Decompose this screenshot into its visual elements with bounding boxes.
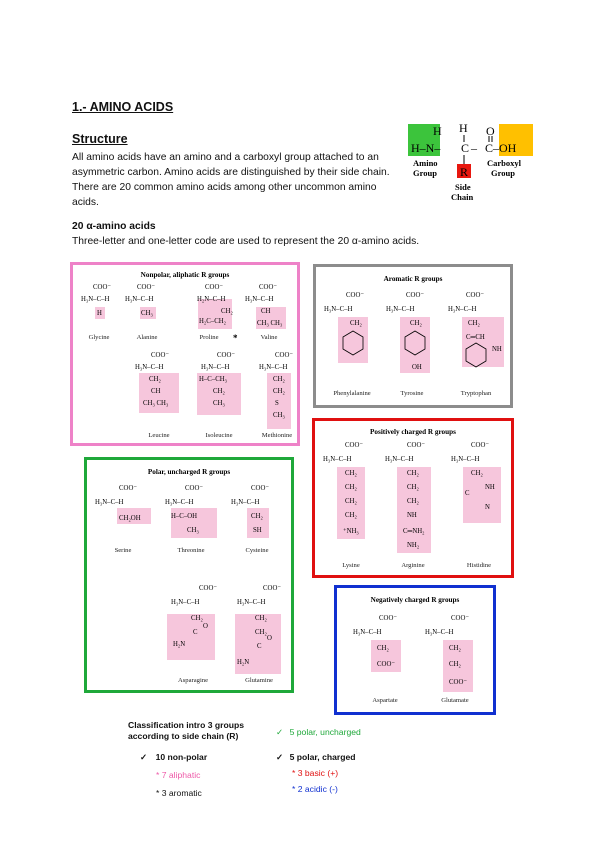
- positive-figure: [315, 421, 511, 575]
- svg-text:H₃N–C–H: H₃N–C–H: [95, 499, 124, 506]
- svg-text:N: N: [485, 504, 490, 511]
- svg-text:NH: NH: [492, 346, 502, 353]
- legend-nonpolar: ✓ 10 non-polar: [140, 752, 208, 762]
- panel-aromatic: [313, 264, 513, 408]
- svg-text:S: S: [275, 400, 279, 407]
- polar-title: Polar, uncharged R groups: [147, 468, 231, 476]
- svg-text:CH₂: CH₂: [255, 629, 267, 636]
- svg-text:C–OH: C–OH: [485, 141, 517, 155]
- svg-text:CH₂: CH₂: [449, 661, 461, 668]
- svg-text:H₃N–C–H: H₃N–C–H: [165, 499, 194, 506]
- amino-label: Amino Group: [413, 158, 438, 178]
- svg-text:COO⁻: COO⁻: [151, 352, 169, 359]
- svg-text:CH₂: CH₂: [345, 498, 357, 505]
- svg-text:H₃N–C–H: H₃N–C–H: [448, 306, 477, 313]
- check-icon: ✓: [276, 752, 284, 762]
- svg-text:H₃N–C–H: H₃N–C–H: [201, 364, 230, 371]
- svg-text:CH₂: CH₂: [345, 512, 357, 519]
- svg-text:COO⁻: COO⁻: [379, 615, 397, 622]
- svg-text:O: O: [267, 635, 272, 642]
- svg-text:⁺NH₃: ⁺NH₃: [343, 528, 359, 535]
- svg-text:H–C–OH: H–C–OH: [171, 513, 198, 520]
- aa-phenylalanine: Phenylalanine: [333, 390, 371, 397]
- aa-glycine: Glycine: [88, 334, 110, 341]
- svg-text:CH₂: CH₂: [468, 320, 480, 327]
- svg-text:H₃N–C–H: H₃N–C–H: [451, 456, 480, 463]
- svg-text:H₃N–C–H: H₃N–C–H: [171, 599, 200, 606]
- svg-text:H₃N–C–H: H₃N–C–H: [231, 499, 260, 506]
- svg-text:OH: OH: [412, 364, 422, 371]
- aa-cysteine: Cysteine: [245, 547, 269, 554]
- aa-aspartate: Aspartate: [372, 697, 398, 704]
- svg-text:CH₂: CH₂: [273, 388, 285, 395]
- aa-valine: Valine: [260, 334, 278, 341]
- svg-text:CH₂: CH₂: [350, 320, 362, 327]
- panel-positive: [312, 418, 514, 578]
- svg-text:COO⁻: COO⁻: [185, 485, 203, 492]
- svg-text:CH₂: CH₂: [407, 470, 419, 477]
- aa-tryptophan: Tryptophan: [460, 390, 492, 397]
- svg-text:H₂N–C–H: H₂N–C–H: [197, 296, 226, 303]
- svg-text:COO⁻: COO⁻: [377, 661, 395, 668]
- svg-text:COO⁻: COO⁻: [205, 284, 223, 291]
- svg-text:H–C–CH₃: H–C–CH₃: [199, 376, 228, 383]
- svg-text:COO⁻: COO⁻: [93, 284, 111, 291]
- svg-text:H: H: [459, 121, 468, 135]
- svg-text:CH₃: CH₃: [273, 412, 285, 419]
- svg-text:C: C: [465, 490, 470, 497]
- svg-text:COO⁻: COO⁻: [407, 442, 425, 449]
- structure-paragraph: All amino acids have an amino and a carboxyl group attached to an asymmetric carbon. Amino acids are distinguished by their side chain. There are 20 common amino acids among other uncommon amino acids.: [72, 152, 390, 208]
- panel-nonpolar: [70, 262, 300, 446]
- aromatic-title: Aromatic R groups: [383, 275, 443, 283]
- svg-text:NH: NH: [407, 512, 417, 519]
- svg-text:H₃N–C–H: H₃N–C–H: [385, 456, 414, 463]
- svg-text:H₂N: H₂N: [237, 659, 250, 666]
- svg-text:COO⁻: COO⁻: [137, 284, 155, 291]
- svg-text:CH₃: CH₃: [141, 310, 153, 317]
- nonpolar-title: Nonpolar, aliphatic R groups: [140, 271, 230, 279]
- svg-text:COO⁻: COO⁻: [217, 352, 235, 359]
- svg-text:COO⁻: COO⁻: [259, 284, 277, 291]
- legend-acidic: * 2 acidic (-): [292, 784, 338, 794]
- svg-text:CH: CH: [261, 308, 271, 315]
- svg-text:H₂N: H₂N: [173, 641, 186, 648]
- nonpolar-figure: [73, 265, 297, 443]
- svg-text:H₃N–C–H: H₃N–C–H: [323, 456, 352, 463]
- svg-text:CH₂: CH₂: [149, 376, 161, 383]
- svg-text:CH₃ CH₃: CH₃ CH₃: [257, 320, 283, 327]
- svg-text:COO⁻: COO⁻: [466, 292, 484, 299]
- aa-leucine: Leucine: [148, 432, 170, 439]
- svg-text:COO⁻: COO⁻: [346, 292, 364, 299]
- svg-text:CH₂: CH₂: [273, 376, 285, 383]
- aa-asparagine: Asparagine: [177, 677, 209, 684]
- svg-text:H₃N–C–H: H₃N–C–H: [386, 306, 415, 313]
- svg-text:R: R: [460, 165, 469, 179]
- svg-text:C: C: [461, 141, 470, 155]
- svg-text:C: C: [257, 643, 262, 650]
- polar-figure: [87, 460, 291, 690]
- aa-glutamate: Glutamate: [441, 697, 469, 704]
- aa-methionine: Methionine: [261, 432, 293, 439]
- svg-text:CH₂: CH₂: [471, 470, 483, 477]
- svg-text:–: –: [471, 141, 477, 155]
- svg-text:COO⁻: COO⁻: [449, 679, 467, 686]
- aa-isoleucine: Isoleucine: [205, 432, 233, 439]
- svg-text:COO⁻: COO⁻: [471, 442, 489, 449]
- svg-text:CH₂: CH₂: [377, 645, 389, 652]
- svg-text:COO⁻: COO⁻: [345, 442, 363, 449]
- svg-text:CH₂: CH₂: [410, 320, 422, 327]
- legend-polar-charged: ✓ 5 polar, charged: [276, 752, 356, 762]
- svg-text:H₃N–C–H: H₃N–C–H: [425, 629, 454, 636]
- svg-text:COO⁻: COO⁻: [263, 585, 281, 592]
- panel-negative: [334, 585, 496, 715]
- svg-text:C: C: [193, 629, 198, 636]
- svg-text:COO⁻: COO⁻: [406, 292, 424, 299]
- svg-text:COO⁻: COO⁻: [199, 585, 217, 592]
- svg-text:H: H: [97, 310, 102, 317]
- svg-text:CH₃ CH₃: CH₃ CH₃: [143, 400, 169, 407]
- svg-text:CH₂: CH₂: [191, 615, 203, 622]
- svg-text:H₃N–C–H: H₃N–C–H: [237, 599, 266, 606]
- aa-tyrosine: Tyrosine: [400, 390, 424, 397]
- svg-text:COO⁻: COO⁻: [119, 485, 137, 492]
- side-chain-label: Side Chain: [451, 182, 474, 202]
- svg-text:CH: CH: [151, 388, 161, 395]
- svg-text:C═NH₂: C═NH₂: [403, 528, 425, 535]
- svg-text:H₃N–C–H: H₃N–C–H: [81, 296, 110, 303]
- alpha-heading: 20 α-amino acids: [72, 221, 156, 232]
- svg-text:CH₂: CH₂: [345, 470, 357, 477]
- svg-text:H–N–: H–N–: [411, 141, 441, 155]
- svg-text:C═CH: C═CH: [466, 334, 485, 341]
- svg-text:CH₃: CH₃: [213, 400, 225, 407]
- legend-heading: Classification intro 3 groups according to side chain (R): [128, 720, 245, 741]
- svg-text:H₃N–C–H: H₃N–C–H: [125, 296, 154, 303]
- alpha-text: Three-letter and one-letter code are used to represent the 20 α-amino acids.: [72, 236, 420, 247]
- panel-polar: [84, 457, 294, 693]
- svg-text:CH₂: CH₂: [213, 388, 225, 395]
- svg-text:CH₂: CH₂: [251, 513, 263, 520]
- svg-text:NH₂: NH₂: [407, 542, 420, 549]
- proline-star: *: [233, 333, 238, 343]
- aa-histidine: Histidine: [466, 562, 492, 569]
- legend-aliphatic: * 7 aliphatic: [156, 770, 201, 780]
- aa-arginine: Arginine: [401, 562, 425, 569]
- svg-text:CH₂: CH₂: [407, 498, 419, 505]
- aa-serine: Serine: [114, 547, 132, 554]
- svg-text:CH₂: CH₂: [255, 615, 267, 622]
- negative-figure: [337, 588, 493, 712]
- svg-text:CH₂: CH₂: [221, 308, 233, 315]
- svg-text:COO⁻: COO⁻: [275, 352, 293, 359]
- svg-text:H₂C–CH₂: H₂C–CH₂: [199, 318, 227, 325]
- section-title: 1.- AMINO ACIDS: [72, 100, 174, 114]
- svg-text:H₃N–C–H: H₃N–C–H: [353, 629, 382, 636]
- svg-text:H: H: [433, 124, 442, 138]
- legend-basic: * 3 basic (+): [292, 768, 339, 778]
- svg-text:CH₂: CH₂: [449, 645, 461, 652]
- svg-text:CH₃: CH₃: [187, 527, 199, 534]
- check-icon: ✓: [140, 752, 148, 762]
- svg-text:H₃N–C–H: H₃N–C–H: [245, 296, 274, 303]
- amino-acid-structure-diagram: [405, 118, 535, 210]
- structure-heading: Structure: [72, 132, 128, 146]
- aa-glutamine: Glutamine: [245, 677, 273, 684]
- aa-proline: Proline: [199, 334, 219, 341]
- legend-aromatic: * 3 aromatic: [156, 788, 202, 798]
- aromatic-figure: [316, 267, 510, 405]
- svg-text:CH₂: CH₂: [345, 484, 357, 491]
- svg-text:COO⁻: COO⁻: [251, 485, 269, 492]
- positive-title: Positively charged R groups: [370, 428, 456, 436]
- carboxyl-label: Carboxyl Group: [487, 158, 521, 178]
- aa-threonine: Threonine: [177, 547, 205, 554]
- svg-text:CH₂: CH₂: [407, 484, 419, 491]
- svg-text:H₃N–C–H: H₃N–C–H: [324, 306, 353, 313]
- check-icon: ✓: [276, 727, 284, 737]
- legend-polar-uncharged: ✓ 5 polar, uncharged: [276, 727, 361, 737]
- svg-text:CH₂OH: CH₂OH: [119, 515, 141, 522]
- negative-title: Negatively charged R groups: [370, 596, 460, 604]
- svg-text:SH: SH: [253, 527, 262, 534]
- svg-text:O: O: [486, 124, 495, 138]
- svg-text:NH: NH: [485, 484, 495, 491]
- svg-text:O: O: [203, 623, 208, 630]
- svg-text:H₃N–C–H: H₃N–C–H: [135, 364, 164, 371]
- aa-lysine: Lysine: [342, 562, 360, 569]
- aa-alanine: Alanine: [136, 334, 158, 341]
- svg-text:COO⁻: COO⁻: [451, 615, 469, 622]
- svg-text:H₃N–C–H: H₃N–C–H: [259, 364, 288, 371]
